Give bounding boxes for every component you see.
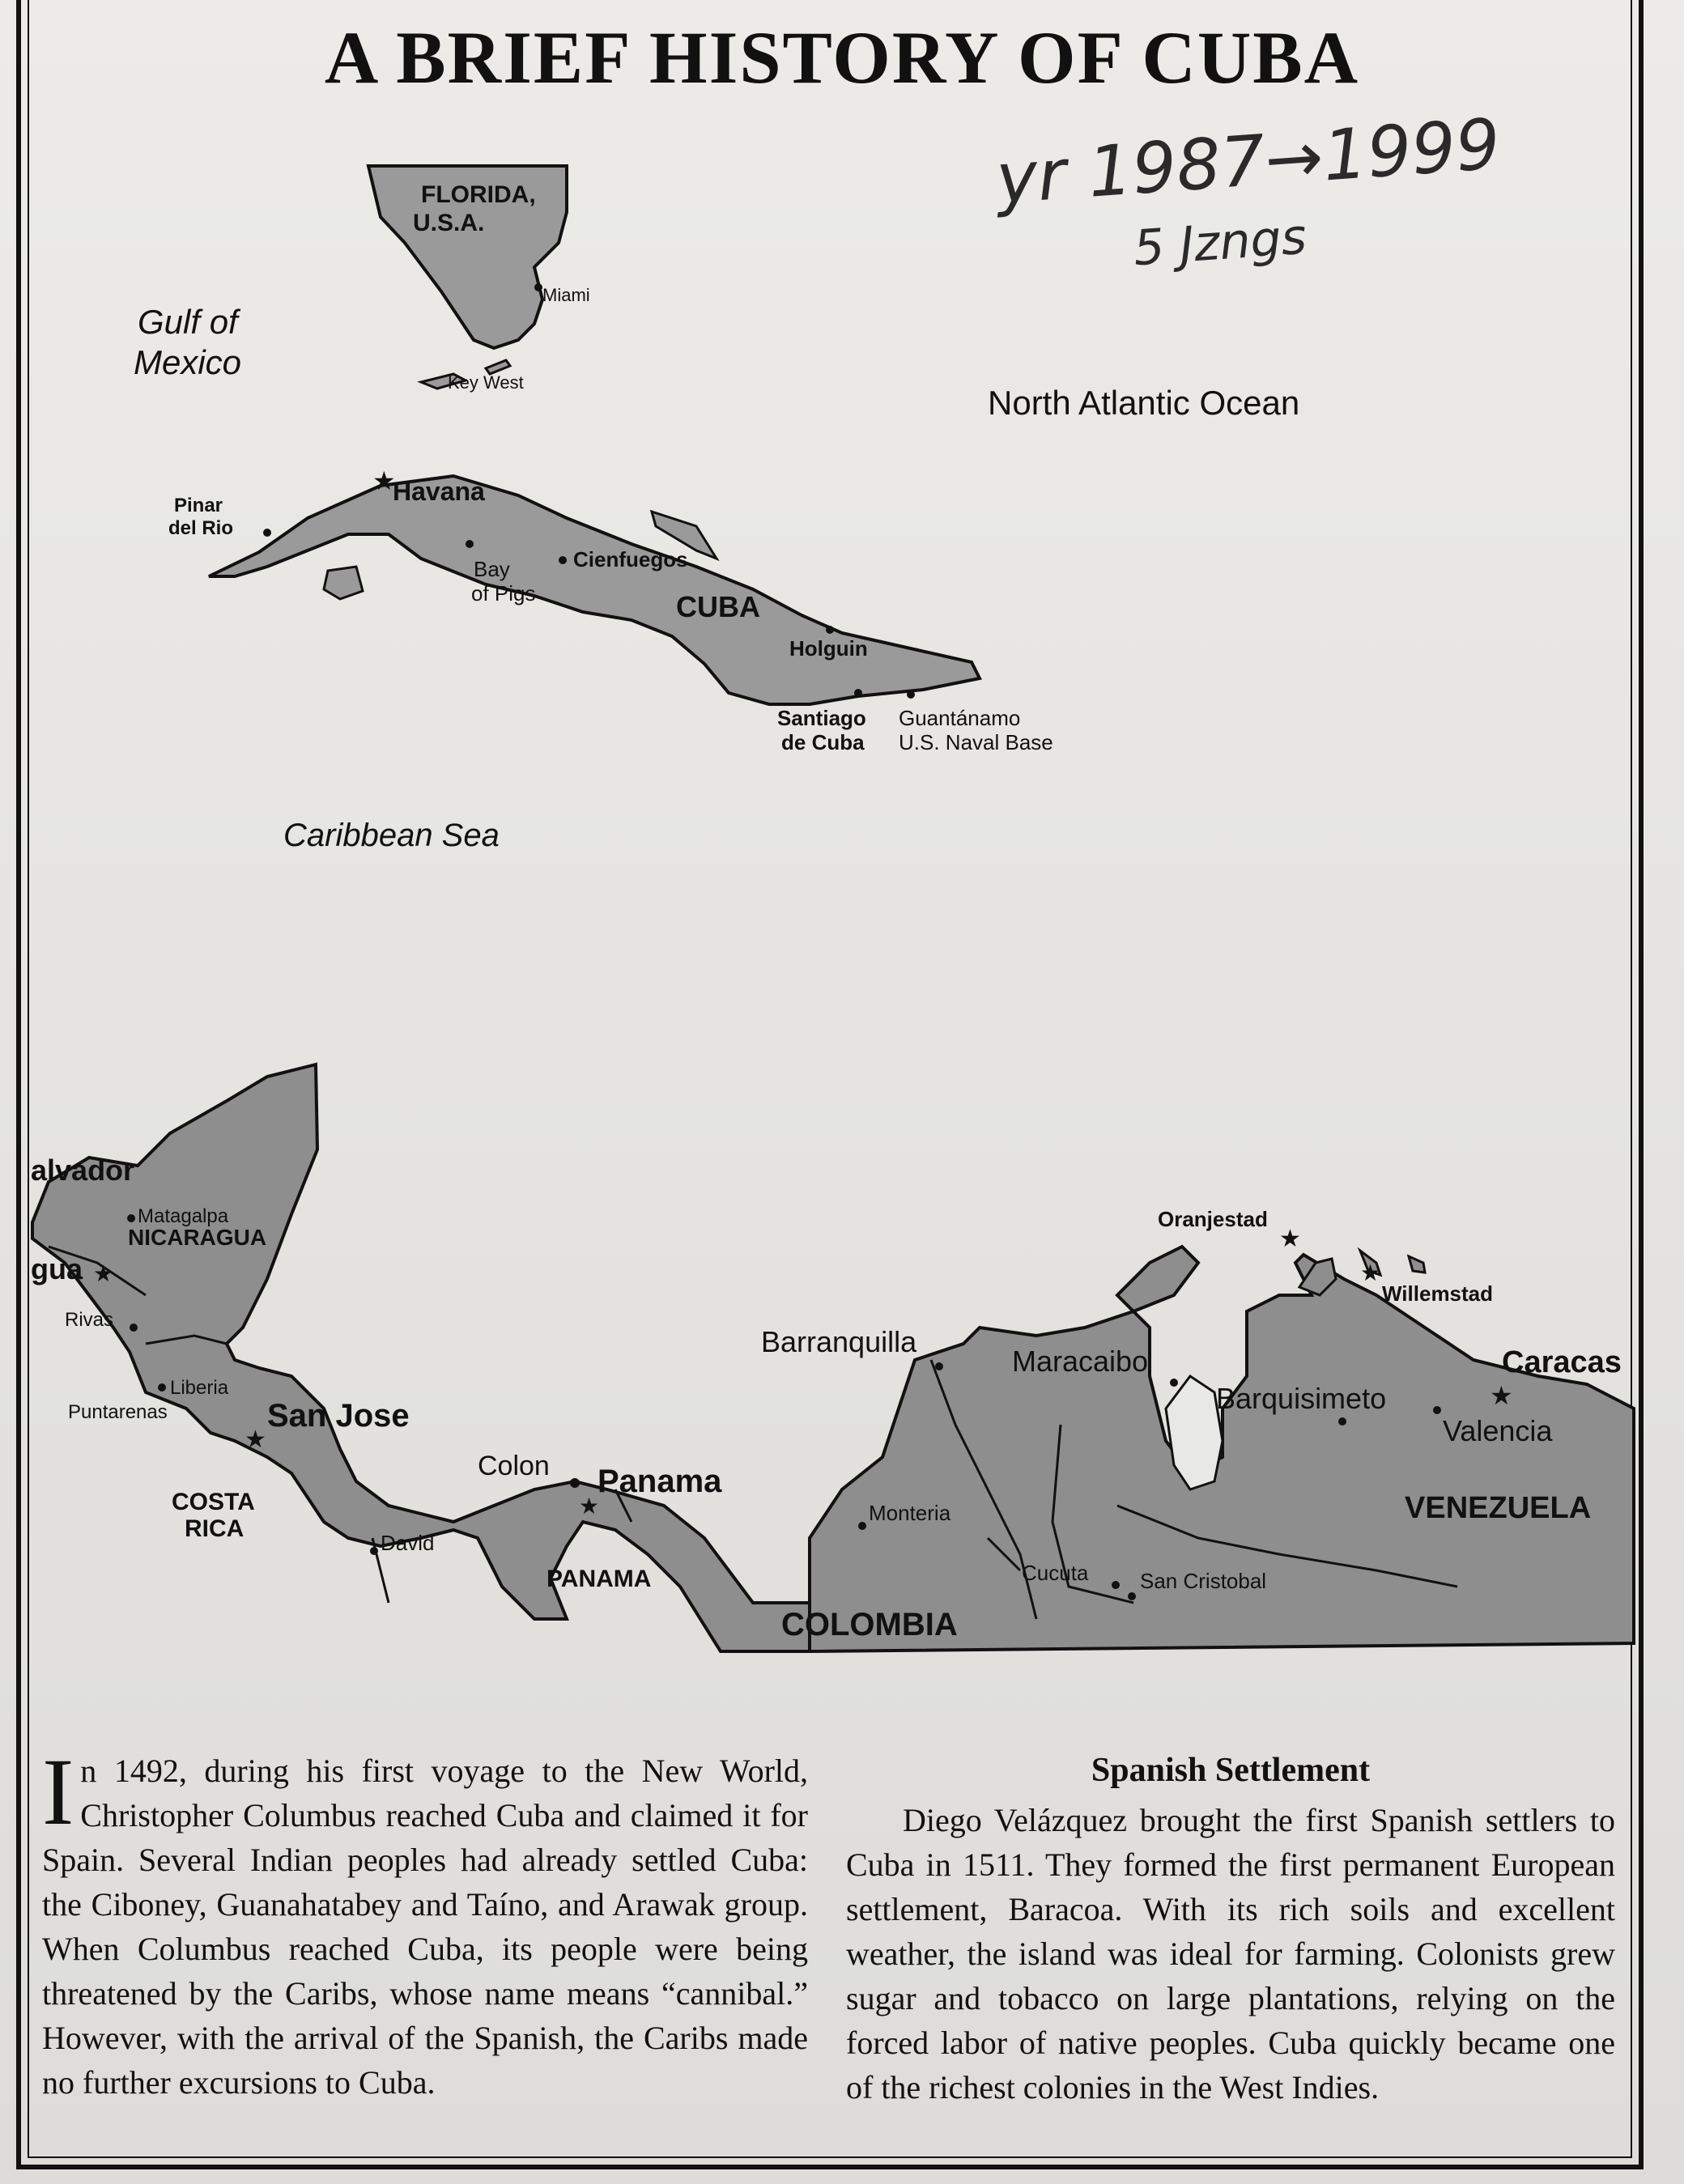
- map-label-holguin: Holguin: [789, 636, 868, 661]
- map-label-puntarenas: Puntarenas: [68, 1401, 168, 1423]
- holguin-dot: [826, 626, 834, 634]
- san-jose-star: ★: [245, 1426, 266, 1453]
- map-label-pinar-2: del Rio: [168, 517, 234, 539]
- map-label-pinar-1: Pinar: [174, 495, 223, 516]
- map-label-nicaragua: NICARAGUA: [128, 1225, 267, 1250]
- map-label-san-cristobal: San Cristobal: [1140, 1569, 1267, 1593]
- map-label-guantanamo-1: Guantánamo: [899, 706, 1021, 730]
- map-label-gulf-1: Gulf of: [138, 303, 238, 341]
- guantanamo-dot: [907, 690, 915, 699]
- barranquilla-dot: [935, 1362, 943, 1370]
- map-label-bay-2: of Pigs: [471, 581, 536, 605]
- map-label-havana: Havana: [393, 477, 485, 506]
- map-label-david: David: [381, 1531, 435, 1555]
- map-label-san-jose: San Jose: [267, 1398, 410, 1434]
- monteria-dot: [858, 1522, 866, 1530]
- santiago-dot: [854, 689, 862, 697]
- map-label-key-west: Key West: [448, 372, 524, 393]
- map-label-bay-1: Bay: [474, 557, 510, 581]
- map-label-usa: U.S.A.: [413, 210, 485, 236]
- colon-dot: [570, 1478, 580, 1488]
- settlement-paragraph: Diego Velázquez brought the first Spanish settlers to Cuba in 1511. They formed the first permanent European settlement, Baracoa. With its rich soils and excellent weather, the island was ideal for farming. Colonists grew sugar and tobacco on large plantations, relying on the forced labor of native peoples. Cuba quickly became one of the richest colonies in the West Indies.: [846, 1802, 1615, 2105]
- section-heading: Spanish Settlement: [1091, 1752, 1371, 1789]
- maracaibo-dot: [1170, 1379, 1178, 1387]
- map-label-managua: gua: [31, 1252, 83, 1285]
- miami-dot: [534, 283, 542, 291]
- map-label-santiago-1: Santiago: [777, 706, 866, 730]
- page-title: A BRIEF HISTORY OF CUBA: [324, 16, 1360, 99]
- san-cristobal-dot: [1128, 1592, 1136, 1600]
- cucuta-dot: [1112, 1581, 1120, 1589]
- david-dot: [370, 1547, 378, 1555]
- rivas-dot: [130, 1324, 138, 1332]
- map-label-colon: Colon: [478, 1451, 550, 1481]
- map-label-caribbean: Caribbean Sea: [283, 818, 500, 853]
- map-label-matagalpa: Matagalpa: [138, 1205, 229, 1227]
- map-label-caracas: Caracas: [1502, 1345, 1622, 1379]
- map-label-liberia: Liberia: [170, 1377, 229, 1399]
- map-label-monteria: Monteria: [869, 1501, 951, 1525]
- intro-paragraph: n 1492, during his first voyage to the New World, Christopher Columbus reached Cuba and claimed it for Spain. Several Indian peoples had already settled Cuba: the Ciboney, Guanahatabey and Taíno, and Arawak group. When Columbus reached Cuba, its people were being threatened by the Caribs, whose name means “cannibal.” However, with the arrival of the Spanish, the Caribs made no further excursions to Cuba.: [42, 1753, 808, 2101]
- barquisimeto-dot: [1338, 1417, 1346, 1426]
- map-label-barranquilla: Barranquilla: [761, 1325, 917, 1358]
- map-label-willemstad: Willemstad: [1382, 1281, 1494, 1306]
- map-label-costa-1: COSTA: [172, 1489, 255, 1515]
- isle-of-youth: [324, 567, 363, 599]
- map-label-cucuta: Cucuta: [1022, 1561, 1089, 1585]
- map-label-maracaibo: Maracaibo: [1012, 1345, 1149, 1378]
- map-label-salvador: alvador: [31, 1154, 135, 1187]
- map-label-rivas: Rivas: [65, 1309, 114, 1331]
- handwritten-years: yr 1987→1999: [993, 104, 1503, 220]
- drop-cap: I: [42, 1739, 74, 1845]
- liberia-dot: [158, 1383, 166, 1392]
- settlement-column: [846, 1748, 1615, 2110]
- map-label-panama-city: Panama: [597, 1464, 722, 1499]
- oranjestad-star: ★: [1279, 1226, 1301, 1252]
- cienfuegos-dot: [559, 556, 567, 564]
- handwritten-note: 5 Jzngs: [1131, 208, 1308, 278]
- panama-star: ★: [579, 1494, 600, 1519]
- map-label-cienfuegos: Cienfuegos: [573, 547, 688, 571]
- matagalpa-dot: [127, 1214, 135, 1222]
- central-america-landmass: [32, 1064, 810, 1651]
- map-label-guantanamo-2: U.S. Naval Base: [899, 730, 1053, 754]
- map-label-santiago-2: de Cuba: [781, 730, 865, 754]
- map-label-panama: PANAMA: [546, 1566, 652, 1592]
- havana-star: ★: [372, 466, 396, 495]
- intro-column: [42, 1739, 808, 2105]
- caracas-star: ★: [1490, 1381, 1513, 1410]
- map-label-valencia: Valencia: [1443, 1414, 1553, 1447]
- bay-of-pigs-dot: [466, 540, 474, 548]
- willemstad-star: ★: [1360, 1260, 1381, 1285]
- map-label-venezuela: VENEZUELA: [1405, 1491, 1592, 1525]
- map-label-oranjestad: Oranjestad: [1158, 1207, 1268, 1231]
- map-label-florida: FLORIDA,: [421, 181, 536, 208]
- map-label-gulf-2: Mexico: [134, 343, 242, 381]
- managua-star: ★: [93, 1261, 114, 1286]
- map-label-miami: Miami: [542, 285, 590, 305]
- map-label-atlantic: North Atlantic Ocean: [988, 384, 1300, 422]
- map-label-cuba: CUBA: [676, 590, 760, 623]
- map-label-barquisimeto: Barquisimeto: [1216, 1382, 1387, 1415]
- valencia-dot: [1433, 1406, 1441, 1414]
- pinar-dot: [263, 529, 271, 537]
- map-label-colombia: COLOMBIA: [781, 1607, 958, 1642]
- map-label-costa-2: RICA: [185, 1515, 245, 1542]
